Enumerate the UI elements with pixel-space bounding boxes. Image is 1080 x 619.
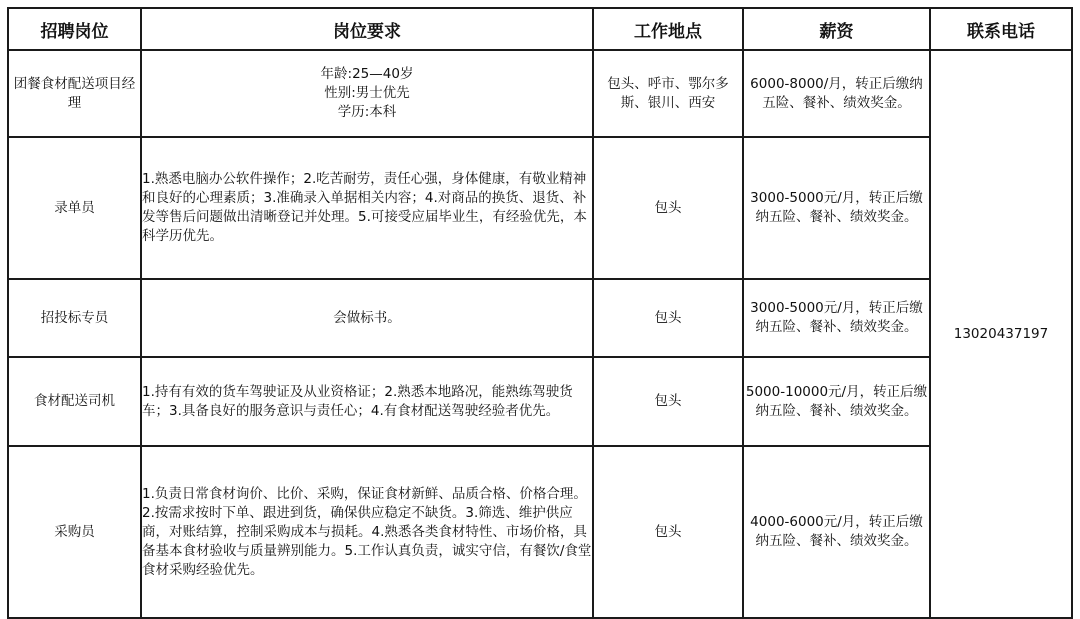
table-row — [8, 279, 1072, 357]
requirements-cell: 会做标书。 — [141, 279, 593, 357]
header-location: 工作地点 — [593, 8, 743, 50]
header-salary: 薪资 — [743, 8, 930, 50]
position-name: 团餐食材配送项目经理 — [13, 75, 136, 111]
salary-cell: 5000-10000元/月，转正后缴纳五险、餐补、绩效奖金。 — [743, 357, 930, 446]
table-row — [8, 446, 1072, 618]
header-position: 招聘岗位 — [8, 8, 141, 50]
location-cell: 包头 — [593, 357, 743, 446]
location-cell: 包头 — [593, 137, 743, 279]
phone-cell: 13020437197 — [930, 50, 1072, 618]
requirements-cell — [141, 50, 593, 137]
position-cell: 招投标专员 — [8, 279, 141, 357]
requirements-cell: 1.熟悉电脑办公软件操作；2.吃苦耐劳，责任心强，身体健康，有敬业精神和良好的心理素质；3.准确录入单据相关内容；4.对商品的换货、退货、补发等售后问题做出清晰登记并处理。5.可接受应届毕业生，有经验优先，本科学历优先。 — [141, 137, 593, 279]
location-cell: 包头 — [593, 446, 743, 618]
salary-cell: 3000-5000元/月，转正后缴纳五险、餐补、绩效奖金。 — [743, 279, 930, 357]
location-cell: 包头、呼市、鄂尔多斯、银川、西安 — [593, 50, 743, 137]
job-listing-table — [7, 7, 1073, 619]
table-row — [8, 137, 1072, 279]
header-requirements: 岗位要求 — [141, 8, 593, 50]
position-cell: 录单员 — [8, 137, 141, 279]
position-cell — [8, 50, 141, 137]
table-header-row — [8, 8, 1072, 50]
requirement-line: 年龄:25—40岁 — [320, 66, 414, 82]
requirements-cell: 1.持有有效的货车驾驶证及从业资格证；2.熟悉本地路况，能熟练驾驶货车；3.具备良好的服务意识与责任心；4.有食材配送驾驶经验者优先。 — [141, 357, 593, 446]
location-cell: 包头 — [593, 279, 743, 357]
salary-cell: 4000-6000元/月，转正后缴纳五险、餐补、绩效奖金。 — [743, 446, 930, 618]
requirement-line: 性别:男士优先 — [324, 85, 410, 101]
requirement-line: 学历:本科 — [337, 104, 397, 120]
table-row — [8, 50, 1072, 137]
salary-cell: 3000-5000元/月，转正后缴纳五险、餐补、绩效奖金。 — [743, 137, 930, 279]
requirements-cell: 1.负责日常食材询价、比价、采购，保证食材新鲜、品质合格、价格合理。2.按需求按时下单、跟进到货，确保供应稳定不缺货。3.筛选、维护供应商，对账结算，控制采购成本与损耗。4.熟悉各类食材特性、市场价格，具备基本食材验收与质量辨别能力。5.工作认真负责，诚实守信，有餐饮/食堂食材采购经验优先。 — [141, 446, 593, 618]
table-row — [8, 357, 1072, 446]
position-cell: 食材配送司机 — [8, 357, 141, 446]
header-phone: 联系电话 — [930, 8, 1072, 50]
salary-cell: 6000-8000/月，转正后缴纳五险、餐补、绩效奖金。 — [743, 50, 930, 137]
job-table-container — [7, 7, 1073, 619]
position-cell: 采购员 — [8, 446, 141, 618]
